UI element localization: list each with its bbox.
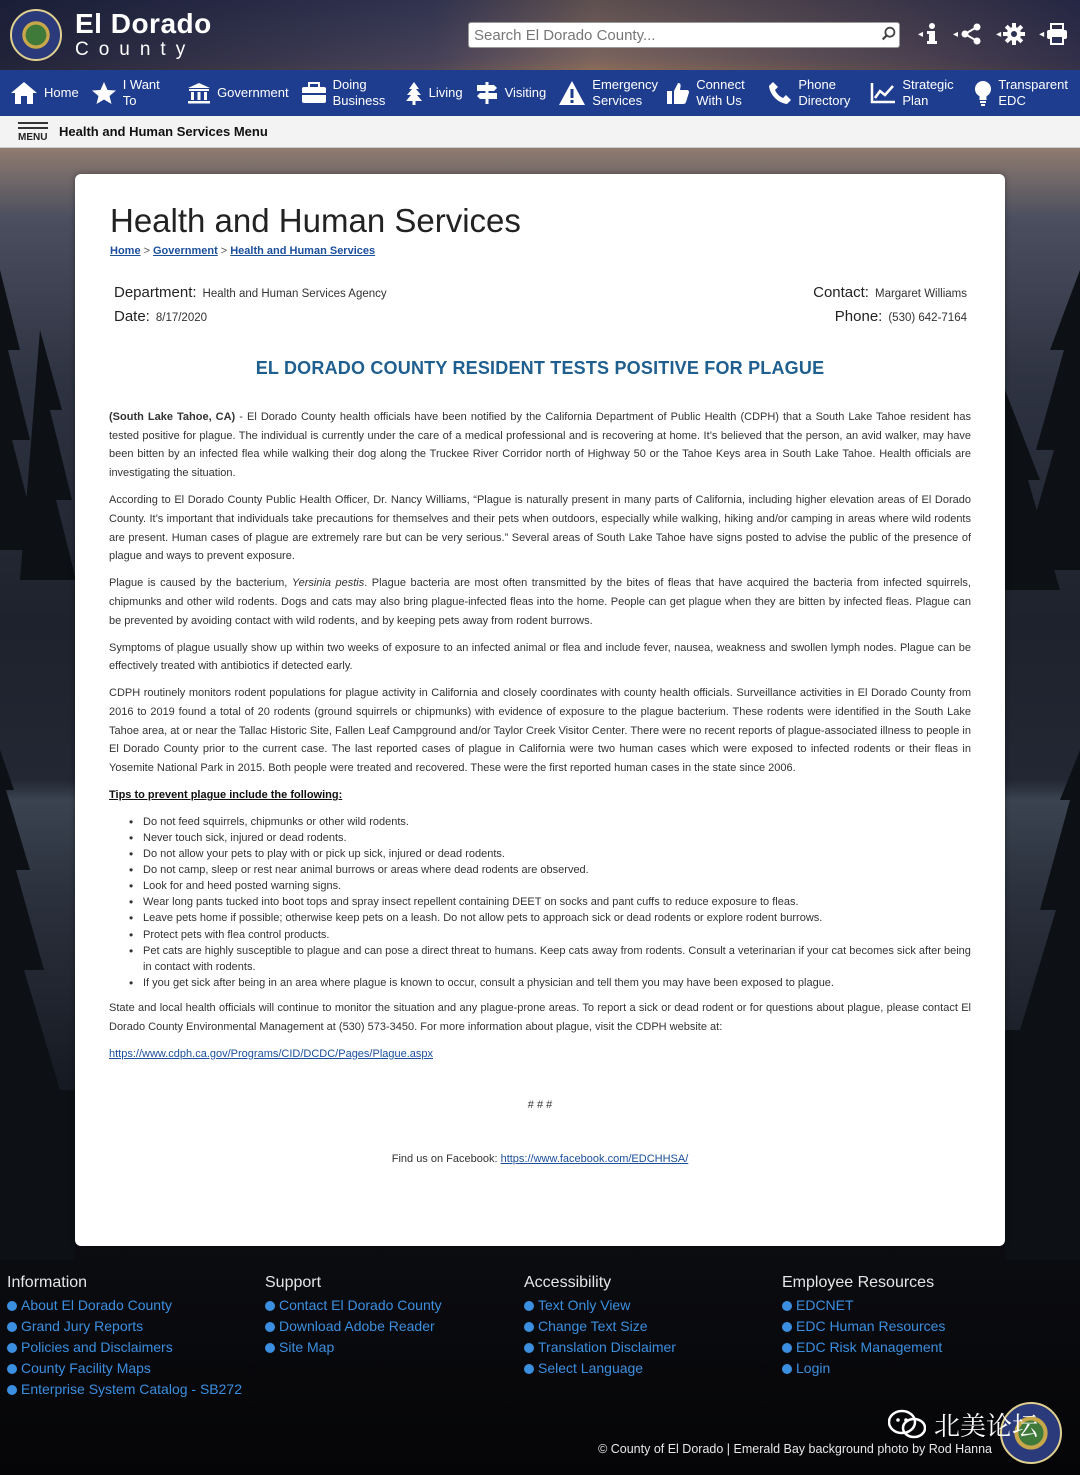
search-icon[interactable]	[880, 25, 898, 43]
government-building-icon	[187, 82, 211, 104]
nav-doing-business[interactable]	[301, 77, 393, 109]
facebook-label: Find us on Facebook:	[391, 1152, 501, 1165]
footer-heading: Information	[7, 1274, 88, 1291]
bullet-icon	[524, 1364, 534, 1374]
date-meta	[114, 308, 207, 326]
menu-toggle-button[interactable]	[18, 120, 50, 144]
menu-bar	[18, 127, 48, 129]
footer-link-label: EDC Human Resources	[796, 1318, 946, 1334]
list-item: • If you get sick after being in an area where plague is known to occur, consult a physician and tell them you may have been exposed to plague.	[129, 975, 971, 991]
nav-label: Phone Directory	[798, 77, 851, 108]
list-item: • Leave pets home if possible; otherwise keep pets on a leash. Do not allow pets to approach sick or dead rodents or explore rodent burrows.	[129, 910, 971, 926]
watermark-text: 北美论坛	[934, 1412, 1039, 1442]
brand-subname: County	[75, 39, 196, 60]
lightbulb-icon	[974, 80, 992, 106]
facebook-link[interactable]: https://www.facebook.com/EDCHHSA/	[500, 1152, 689, 1165]
end-marks: # # #	[527, 1099, 553, 1112]
nav-label: Government	[217, 85, 289, 100]
footer-link-label: Policies and Disclaimers	[21, 1339, 173, 1355]
signpost-icon	[475, 81, 499, 105]
paragraph-text: - El Dorado County health officials have been notified by the California Department of Public Health (CDPH) that a South Lake Tahoe resident has tested positive for plague. The individual is currently under the care of a medical professional and is recovering at home. It’s believed that the person, an avid walker, may have been bitten by an infected flea while walking their dog along the Truckee River Corridor north of Highway 50 or the Tahoe Keys area in South Lake Tahoe. Health officials are investigating the situation.	[109, 411, 971, 480]
search-input[interactable]	[468, 22, 900, 48]
footer-link[interactable]	[7, 1379, 242, 1400]
menu-label: MENU	[18, 131, 48, 143]
footer-link-label: Translation Disclaimer	[538, 1339, 676, 1355]
date-label: Date:	[114, 308, 150, 325]
breadcrumb-separator: >	[143, 245, 150, 257]
footer-link[interactable]	[265, 1337, 442, 1358]
bullet-icon	[782, 1322, 792, 1332]
breadcrumb-government[interactable]: Government	[153, 245, 218, 257]
footer-link-label: Select Language	[538, 1360, 644, 1376]
nav-label: Transparent EDC	[998, 77, 1068, 108]
footer-link-label: Login	[796, 1360, 831, 1376]
page-title: Health and Human Services	[110, 202, 521, 239]
list-item: • Never touch sick, injured or dead rodents.	[129, 830, 971, 846]
footer-column-information	[7, 1274, 242, 1400]
nav-label: Living	[428, 85, 463, 100]
footer-link[interactable]	[7, 1358, 242, 1379]
footer-link-label: EDCNET	[796, 1297, 854, 1313]
cdph-link-paragraph	[109, 1045, 971, 1064]
county-seal-logo[interactable]	[10, 9, 62, 61]
list-item: • Do not allow your pets to play with or pick up sick, injured or dead rodents.	[129, 846, 971, 862]
bullet-icon	[524, 1301, 534, 1311]
bullet-icon	[782, 1343, 792, 1353]
footer-link-label: Enterprise System Catalog - SB272	[21, 1381, 242, 1397]
footer-column-support	[265, 1274, 442, 1358]
footer-link-label: Contact El Dorado County	[279, 1297, 442, 1313]
nav-emergency-services[interactable]	[558, 77, 659, 109]
nav-government[interactable]	[187, 82, 289, 104]
share-menu[interactable]	[953, 20, 982, 48]
footer-link[interactable]	[524, 1316, 676, 1337]
date-value: 8/17/2020	[155, 312, 208, 324]
footer-link[interactable]	[7, 1295, 242, 1316]
footer-link-label: Download Adobe Reader	[279, 1318, 435, 1334]
contact-meta	[813, 284, 967, 302]
footer-link-label: About El Dorado County	[21, 1297, 172, 1313]
article-body	[109, 408, 971, 1177]
footer-link[interactable]	[7, 1316, 242, 1337]
nav-label: Doing Business	[332, 77, 386, 108]
section-submenu	[0, 116, 1080, 148]
press-release-headline: EL DORADO COUNTY RESIDENT TESTS POSITIVE FOR PLAGUE	[255, 358, 825, 378]
footer-link[interactable]	[524, 1358, 676, 1379]
site-brand[interactable]	[75, 9, 212, 61]
star-icon	[91, 81, 117, 105]
footer-link-label: County Facility Maps	[21, 1360, 151, 1376]
paragraph: According to El Dorado County Public Health Officer, Dr. Nancy Williams, “Plague is naturally present in many parts of California, including higher elevation areas of El Dorado County. It’s important that individuals take precautions for themselves and their pets when outdoors, especially while walking, hiking and/or camping in areas where wild rodents are present. Human cases of plague are extremely rare but can be very serious.” Several areas of South Lake Tahoe have signs posted to advise the public of the presence of plague and ways to prevent exposure.	[109, 494, 971, 563]
main-navigation	[0, 70, 1080, 116]
paragraph	[109, 408, 971, 483]
tips-heading: Tips to prevent plague include the following:	[109, 789, 343, 802]
bullet-icon	[265, 1343, 275, 1353]
footer-link-label: Text Only View	[538, 1297, 631, 1313]
bullet-icon	[265, 1301, 275, 1311]
nav-i-want-to[interactable]	[91, 77, 175, 109]
bullet-icon	[7, 1343, 17, 1353]
paragraph	[109, 574, 971, 630]
bullet-icon	[7, 1364, 17, 1374]
contact-value: Margaret Williams	[874, 288, 967, 300]
watermark	[888, 1406, 1038, 1443]
nav-label: Connect With Us	[696, 77, 745, 108]
nav-label: Home	[44, 85, 79, 100]
dateline: (South Lake Tahoe, CA)	[109, 411, 236, 423]
info-menu[interactable]	[918, 20, 939, 48]
nav-visiting[interactable]	[475, 81, 547, 105]
share-icon	[960, 23, 982, 45]
paragraph: Symptoms of plague usually show up within two weeks of exposure to an infected animal or flea and include fever, nausea, weakness and swollen lymph nodes. Plague can be effectively treated with antibiotics if detected early.	[109, 641, 971, 673]
footer-link-label: EDC Risk Management	[796, 1339, 943, 1355]
bullet-icon	[7, 1385, 17, 1395]
footer-link[interactable]	[524, 1337, 676, 1358]
breadcrumb-separator: >	[220, 245, 228, 257]
footer-link-label: Site Map	[279, 1339, 335, 1355]
copyright-text: © County of El Dorado | Emerald Bay background photo by Rod Hanna	[598, 1442, 992, 1456]
bullet-icon	[265, 1322, 275, 1332]
bullet-icon	[524, 1322, 534, 1332]
nav-home[interactable]	[10, 81, 79, 105]
phone-icon	[768, 81, 792, 105]
bullet-icon	[782, 1364, 792, 1374]
caret-icon: ◂	[953, 28, 959, 40]
footer-column-employee	[782, 1274, 945, 1379]
list-item: • Do not feed squirrels, chipmunks or other wild rodents.	[129, 814, 971, 830]
department-value: Health and Human Services Agency	[202, 288, 387, 300]
nav-living[interactable]	[405, 81, 463, 105]
department-meta	[114, 284, 387, 302]
nav-connect-with-us[interactable]	[666, 77, 756, 109]
tips-list	[129, 814, 971, 991]
warning-triangle-icon	[558, 80, 586, 106]
footer-link[interactable]	[7, 1337, 242, 1358]
thumbs-up-icon	[666, 81, 690, 105]
footer-heading: Accessibility	[524, 1274, 612, 1291]
paragraph-text: . Plague bacteria are most often transmitted by the bites of fleas that have acquired the bacteria from infected squirrels, chipmunks and other wild rodents. Dogs and cats may also bring plague-infected fleas into the home. People can get plague when they are bitten by infected fleas. Plague can be prevented by avoiding contact with wild rodents, and by keeping pets away from rodent burrows.	[109, 577, 971, 627]
cdph-plague-link[interactable]: https://www.cdph.ca.gov/Programs/CID/DCDC/Pages/Plague.aspx	[109, 1047, 434, 1060]
settings-menu[interactable]	[996, 20, 1025, 48]
bullet-icon	[524, 1343, 534, 1353]
bullet-icon	[7, 1301, 17, 1311]
nav-label: Strategic Plan	[902, 77, 954, 108]
bullet-icon	[7, 1322, 17, 1332]
paragraph: State and local health officials will continue to monitor the situation and any plague-prone areas. To report a sick or dead rodent or for questions about plague, please contact El Dorado County Environmental Management at (530) 573-3450. For more information about plague, visit the CDPH website at:	[109, 1001, 971, 1033]
menu-bar	[18, 122, 48, 124]
chat-bubbles-icon	[888, 1409, 926, 1441]
phone-value: (530) 642-7164	[888, 312, 967, 324]
list-item: • Wear long pants tucked into boot tops and spray insect repellent containing DEET on socks and pant cuffs to reduce exposure to fleas.	[129, 894, 971, 910]
header-tools	[918, 20, 1068, 48]
list-item: • Do not camp, sleep or rest near animal burrows or areas where dead rodents are observed.	[129, 862, 971, 878]
list-item: • Look for and heed posted warning signs.	[129, 878, 971, 894]
footer-link-label: Change Text Size	[538, 1318, 648, 1334]
footer-heading: Employee Resources	[782, 1274, 935, 1291]
nav-label: Visiting	[504, 85, 547, 100]
gear-icon	[1003, 23, 1025, 45]
content-card	[75, 174, 1005, 1246]
breadcrumb-hhs[interactable]: Health and Human Services	[230, 245, 376, 257]
caret-icon: ◂	[918, 28, 924, 40]
footer-link[interactable]	[782, 1337, 945, 1358]
nav-phone-directory[interactable]	[768, 77, 858, 109]
phone-meta	[835, 308, 967, 326]
nav-label: Emergency Services	[592, 77, 659, 108]
phone-label: Phone:	[834, 308, 883, 325]
nav-strategic-plan[interactable]	[870, 77, 962, 109]
facebook-line	[109, 1150, 971, 1169]
footer-link[interactable]	[265, 1295, 442, 1316]
paragraph-text: Plague is caused by the bacterium,	[109, 577, 292, 590]
footer-link[interactable]	[782, 1295, 945, 1316]
caret-icon: ◂	[996, 28, 1002, 40]
footer-link[interactable]	[524, 1295, 676, 1316]
site-header	[0, 0, 1080, 70]
nav-label: I Want To	[122, 77, 160, 108]
footer-column-accessibility	[524, 1274, 676, 1379]
department-label: Department:	[114, 284, 197, 301]
footer-heading: Support	[265, 1274, 322, 1291]
print-menu[interactable]	[1039, 20, 1068, 48]
print-icon	[1046, 23, 1068, 45]
bullet-icon	[782, 1301, 792, 1311]
footer-link[interactable]	[782, 1316, 945, 1337]
paragraph: CDPH routinely monitors rodent populations for plague activity in California and closely coordinates with county health officials. Surveillance activities in El Dorado County from 2016 to 2019 found a total of 20 rodents (ground squirrels or chipmunks) with evidence of exposure to the plague bacterium. These rodents were identified in the South Lake Tahoe area, at or near the Tallac Historic Site, Fallen Leaf Campground and/or Taylor Creek Visitor Center. There were no recent reports of plague-associated illness to people in El Dorado County prior to the current case. The last reported cases of plague in California were two human cases which were exposed to infected rodents or their fleas in Yosemite National Park in 2015. Both people were treated and recovered. These were the first reported human cases in the state since 2006.	[109, 687, 971, 775]
list-item: • Protect pets with flea control products.	[129, 927, 971, 943]
footer-link[interactable]	[265, 1316, 442, 1337]
breadcrumb-home[interactable]: Home	[110, 245, 141, 257]
list-item: • Pet cats are highly susceptible to plague and can pose a direct threat to humans. Keep cats away from rodents. Consult a veterinarian if your cat becomes sick after being in contact with rodents.	[129, 943, 971, 975]
breadcrumb	[110, 245, 375, 257]
brand-name: El Dorado	[75, 8, 212, 39]
briefcase-icon	[301, 82, 327, 104]
home-icon	[10, 81, 38, 105]
pine-tree-icon	[405, 81, 423, 105]
caret-icon: ◂	[1039, 28, 1045, 40]
footer-link-label: Grand Jury Reports	[21, 1318, 144, 1334]
species-name: Yersinia pestis	[291, 577, 365, 590]
line-chart-icon	[870, 82, 896, 104]
submenu-title[interactable]: Health and Human Services Menu	[59, 124, 268, 139]
footer-link[interactable]	[782, 1358, 945, 1379]
site-footer	[0, 1262, 1080, 1475]
nav-transparent-edc[interactable]	[974, 77, 1068, 109]
contact-label: Contact:	[813, 284, 869, 301]
info-icon	[925, 22, 939, 46]
